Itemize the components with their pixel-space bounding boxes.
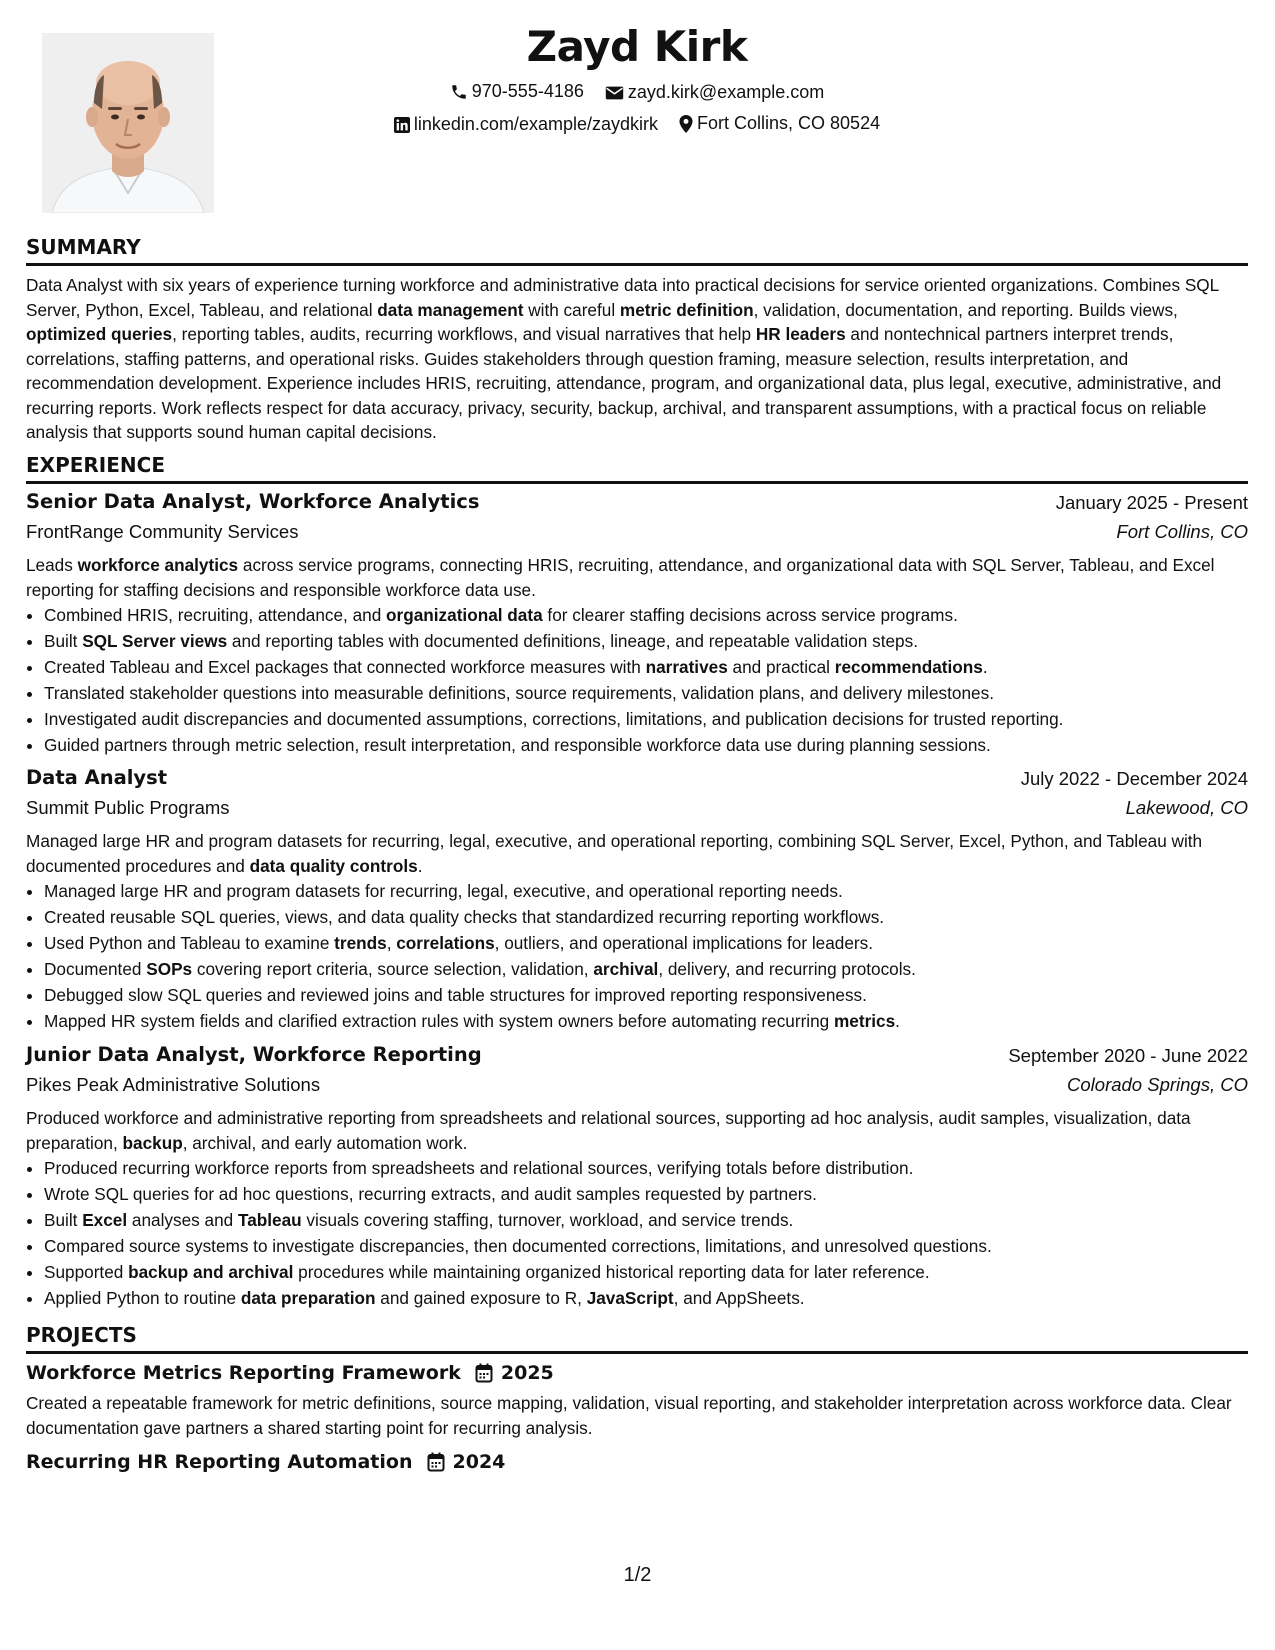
summary-text: , validation, documentation, and reporting. Builds views,: [753, 299, 1178, 320]
job-summary: [26, 1106, 1248, 1155]
bullet-text: Translated stakeholder questions into measurable definitions, source requirements, validation plans, and delivery milestones.: [44, 683, 994, 703]
job-location: Lakewood, CO: [1125, 797, 1248, 818]
bullet-text: Guided partners through metric selection, result interpretation, and responsible workforce data use during planning sessions.: [44, 735, 991, 755]
bullet-text: Used Python and Tableau to examine: [44, 933, 335, 953]
phone-contact: [450, 81, 584, 102]
bullet-text: and practical: [727, 657, 835, 677]
bullet-text: .: [895, 1011, 900, 1031]
job-title: Senior Data Analyst, Workforce Analytics: [26, 490, 480, 513]
project-description: Created a repeatable framework for metric definitions, source mapping, validation, visual reporting, and stakeholder interpretation across workforce data. Clear documentation gave partners a shared starting point for recurring analysis.: [26, 1393, 1232, 1438]
job-organization: Pikes Peak Administrative Solutions: [26, 1074, 321, 1095]
bullet-item: [44, 602, 1248, 628]
summary-text: , reporting tables, audits, recurring workflows, and visual narratives that help: [172, 324, 756, 344]
bullet-item: [44, 680, 1248, 706]
job-location: Fort Collins, CO: [1116, 521, 1248, 542]
emphasis-text: HR leaders: [755, 324, 846, 344]
job-summary-text: across service programs, connecting HRIS, recruiting, attendance, and organizational data with SQL Server, Tableau, and Excel reporting for staffing decisions and responsible workforce data use.: [26, 555, 1215, 600]
emphasis-text: organizational data: [386, 605, 543, 625]
envelope-icon: [605, 85, 624, 101]
bullet-item: [44, 1181, 1248, 1207]
linkedin-contact: [394, 114, 658, 135]
emphasis-text: backup and archival: [128, 1262, 294, 1282]
job-bullets: [26, 602, 1248, 758]
emphasis-text: backup: [122, 1132, 183, 1153]
job-bullets: [26, 1155, 1248, 1311]
bullet-text: .: [982, 657, 988, 677]
job-dates: September 2020 - June 2022: [1008, 1045, 1248, 1066]
summary-heading: SUMMARY: [26, 235, 1248, 266]
project-title: Recurring HR Reporting Automation: [26, 1451, 413, 1473]
emphasis-text: metric definition: [619, 299, 754, 320]
emphasis-text: metrics: [834, 1011, 896, 1031]
emphasis-text: workforce analytics: [77, 555, 239, 575]
job-header: [26, 490, 1248, 542]
job-organization: FrontRange Community Services: [26, 521, 299, 542]
emphasis-text: data quality controls: [249, 855, 418, 876]
emphasis-text: narratives: [645, 657, 728, 677]
job-summary: [26, 553, 1248, 602]
bullet-item: [44, 732, 1248, 758]
job-dates: July 2022 - December 2024: [1020, 768, 1248, 789]
emphasis-text: JavaScript: [586, 1288, 674, 1308]
bullet-item: [44, 956, 1248, 982]
emphasis-text: correlations: [396, 933, 495, 953]
project-title: Workforce Metrics Reporting Framework: [26, 1362, 461, 1384]
job-summary-text: , archival, and early automation work.: [182, 1132, 468, 1153]
bullet-text: Created Tableau and Excel packages that connected workforce measures with: [44, 657, 646, 677]
project-year: 2025: [500, 1362, 554, 1384]
emphasis-text: Tableau: [237, 1210, 302, 1230]
phone-icon: [450, 83, 468, 101]
bullet-text: Built: [44, 631, 83, 651]
job-summary-text: Leads: [26, 555, 78, 575]
emphasis-text: recommendations: [834, 657, 983, 677]
bullet-item: [44, 904, 1248, 930]
contact-row-primary: [26, 81, 1248, 106]
bullet-text: Debugged slow SQL queries and reviewed joins and table structures for improved reporting responsiveness.: [44, 985, 867, 1005]
calendar-icon: [475, 1363, 493, 1383]
bullet-text: , and AppSheets.: [673, 1288, 805, 1308]
page-number: 1/2: [623, 1564, 652, 1586]
job-dates: January 2025 - Present: [1055, 492, 1248, 513]
bullet-text: Compared source systems to investigate discrepancies, then documented corrections, limitations, and unresolved questions.: [44, 1236, 992, 1256]
bullet-item: [44, 1155, 1248, 1181]
bullet-text: Wrote SQL queries for ad hoc questions, recurring extracts, and audit samples requested by partners.: [44, 1184, 817, 1204]
bullet-item: [44, 1207, 1248, 1233]
job-body: [26, 553, 1248, 758]
bullet-text: Produced recurring workforce reports from spreadsheets and relational sources, verifying totals before distribution.: [44, 1158, 914, 1178]
summary-text: Data Analyst with six years of experience turning workforce and administrative data into practical decisions for service oriented organizations. Combines SQL Server, Python, Excel, Tableau, and relational: [26, 275, 1219, 320]
bullet-text: Built: [44, 1210, 83, 1230]
calendar-icon: [427, 1452, 445, 1472]
project-year: 2024: [452, 1451, 506, 1473]
bullet-text: analyses and: [127, 1210, 238, 1230]
projects-heading: PROJECTS: [26, 1323, 1248, 1354]
bullet-text: and gained exposure to R,: [375, 1288, 587, 1308]
emphasis-text: Excel: [82, 1210, 128, 1230]
summary-paragraph: [26, 273, 1248, 445]
job-summary-text: Managed large HR and program datasets for recurring, legal, executive, and operational reporting, combining SQL Server, Excel, Python, and Tableau with documented procedures and: [26, 831, 1203, 876]
project-title-row: [26, 1362, 554, 1384]
bullet-item: [44, 1285, 1248, 1311]
emphasis-text: trends: [334, 933, 387, 953]
bullet-item: [44, 654, 1248, 680]
email-link[interactable]: zayd.kirk@example.com: [627, 82, 825, 102]
bullet-text: Supported: [44, 1262, 129, 1282]
contact-row-secondary: [26, 113, 1248, 138]
job-title: Junior Data Analyst, Workforce Reporting: [26, 1043, 482, 1066]
linkedin-icon: [394, 117, 410, 133]
job-body: [26, 829, 1248, 1034]
emphasis-text: SOPs: [146, 959, 193, 979]
job-summary-text: .: [417, 855, 423, 876]
job-summary-text: Produced workforce and administrative reporting from spreadsheets and relational sources, supporting ad hoc analysis, audit samples, visualization, data preparation,: [26, 1108, 1191, 1153]
bullet-item: [44, 1008, 1248, 1034]
bullet-text: procedures while maintaining organized historical reporting data for later reference.: [293, 1262, 930, 1282]
bullet-text: and reporting tables with documented definitions, lineage, and repeatable validation steps.: [227, 631, 918, 651]
bullet-text: for clearer staffing decisions across service programs.: [542, 605, 958, 625]
job-body: [26, 1106, 1248, 1311]
bullet-item: [44, 930, 1248, 956]
job-title: Data Analyst: [26, 766, 168, 789]
job-location: Colorado Springs, CO: [1067, 1074, 1248, 1095]
emphasis-text: data management: [377, 299, 524, 320]
bullet-text: Created reusable SQL queries, views, and data quality checks that standardized recurring reporting workflows.: [44, 907, 885, 927]
job-summary: [26, 829, 1248, 878]
bullet-item: [44, 1259, 1248, 1285]
bullet-text: , outliers, and operational implications for leaders.: [494, 933, 873, 953]
bullet-item: [44, 1233, 1248, 1259]
bullet-text: ,: [386, 933, 397, 953]
job-header: [26, 1043, 1248, 1095]
bullet-text: Managed large HR and program datasets for recurring, legal, executive, and operational reporting needs.: [44, 881, 843, 901]
summary-text: and nontechnical partners interpret trends, correlations, staffing patterns, and operational risks. Guides stakeholders through question framing, measure selection, results interpretation, and recommendation development. Experience includes HRIS, recruiting, attendance, program, and organizational data, plus legal, executive, administrative, and recurring reports. Work reflects respect for data accuracy, privacy, security, backup, archival, and transparent assumptions, with a practical focus on reliable analysis that supports sound human capital decisions.: [26, 324, 1222, 442]
job-bullets: [26, 878, 1248, 1034]
candidate-name: Zayd Kirk: [526, 22, 748, 71]
bullet-item: [44, 878, 1248, 904]
phone-text[interactable]: 970-555-4186: [471, 81, 584, 101]
job-organization: Summit Public Programs: [26, 797, 230, 818]
bullet-text: , delivery, and recurring protocols.: [658, 959, 916, 979]
linkedin-link[interactable]: linkedin.com/example/zaydkirk: [413, 114, 658, 134]
map-pin-icon: [679, 115, 693, 133]
bullet-text: visuals covering staffing, turnover, workload, and service trends.: [301, 1210, 794, 1230]
bullet-item: [44, 706, 1248, 732]
emphasis-text: optimized queries: [26, 324, 173, 344]
bullet-text: Combined HRIS, recruiting, attendance, and: [44, 605, 387, 625]
emphasis-text: archival: [593, 959, 659, 979]
location-text: Fort Collins, CO 80524: [697, 113, 881, 133]
job-header: [26, 766, 1248, 818]
emphasis-text: SQL Server views: [82, 631, 228, 651]
project-title-row: [26, 1451, 505, 1473]
summary-text: with careful: [523, 299, 620, 320]
email-contact: [605, 82, 824, 103]
bullet-text: Applied Python to routine: [44, 1288, 241, 1308]
experience-heading: EXPERIENCE: [26, 453, 1248, 484]
location-contact: [679, 113, 880, 134]
bullet-text: covering report criteria, source selection, validation,: [192, 959, 594, 979]
bullet-item: [44, 628, 1248, 654]
bullet-text: Investigated audit discrepancies and documented assumptions, corrections, limitations, and publication decisions for trusted reporting.: [44, 709, 1064, 729]
bullet-item: [44, 982, 1248, 1008]
emphasis-text: data preparation: [240, 1288, 376, 1308]
bullet-text: Documented: [44, 959, 147, 979]
bullet-text: Mapped HR system fields and clarified extraction rules with system owners before automating recurring: [44, 1011, 835, 1031]
